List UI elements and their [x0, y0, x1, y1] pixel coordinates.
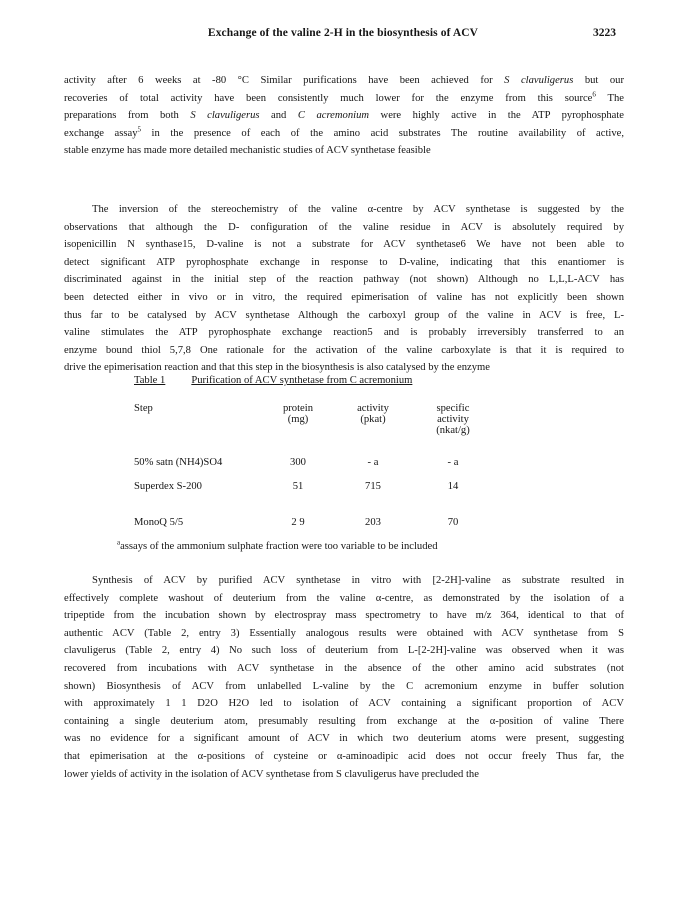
paragraph-2-line: detect significant ATP pyrophosphate exchange in response to D-valine, indicating that this enantiomer is: [64, 256, 624, 268]
paragraph-3-line: authentic ACV (Table 2, entry 3) Essentially analogous results were obtained with ACV synthetase from S: [64, 627, 624, 639]
table-row-specific: - a: [447, 457, 459, 468]
paragraph-3-line: was no evidence for a significant amount of ACV in which two deuterium atoms were present, suggesting: [64, 733, 624, 745]
paragraph-2-line: valine stimulates the ATP pyrophosphate exchange reaction5 and is probably irreversibly transferred to an: [64, 327, 624, 339]
table-header-specific-activity: specific activity (nkat/g): [436, 403, 470, 436]
paragraph-2-line: The inversion of the stereochemistry of the valine α-centre by ACV synthetase is suggested by the: [92, 204, 624, 215]
paragraph-1-line: recoveries of total activity have been consistently much lower for the enzyme from this source$^6$ The: [64, 90, 624, 104]
paragraph-3-line: containing a single deuterium atom, presumably resulting from exchange at the α-position of valine There: [64, 715, 624, 727]
paragraph-3-line: tripeptide from the incubation shown by electrospray mass spectrometry to have m/z 364, identical to that of: [64, 610, 624, 622]
paragraph-2-line: discriminated against in the initial step of the reaction pathway (not shown) Although no L,L,L-ACV has: [64, 274, 624, 286]
paragraph-2-line: drive the epimerisation reaction and that this step in the biosynthesis is also catalysed by the enzyme: [64, 362, 490, 374]
page-number: 3223: [593, 27, 616, 39]
paragraph-1-line: preparations from both S clavuligerus and C acremonium were highly active in the ATP pyrophosphate: [64, 110, 625, 122]
paragraph-3-line: Synthesis of ACV by purified ACV synthetase in vitro with [2-2H]-valine as substrate resulted in: [92, 575, 624, 586]
table-row-protein: 51: [292, 481, 304, 492]
paragraph-3-line: lower yields of activity in the isolation of ACV synthetase from S clavuligerus have precluded the: [64, 768, 479, 780]
paragraph-2-line: been detected either in vivo or in vitro, the required epimerisation of valine has not explicitly been shown: [64, 291, 624, 303]
paragraph-3-line: clavuligerus (Table 2, entry 4) No such loss of deuterium from L-[2-2H]-valine was observed when it was: [64, 645, 624, 657]
paragraph-3-line: effectively complete washout of deuterium from the valine α-centre, as demonstrated by the isolation of a: [64, 592, 624, 604]
table-row-protein: 300: [290, 457, 306, 468]
table-row-step: 50% satn (NH4)SO4: [134, 457, 223, 468]
table-label: Table 1: [134, 375, 166, 386]
paragraph-2-line: observations that although the D- configuration of the valine residue in ACV is absolutely required by: [64, 221, 624, 233]
running-title: Exchange of the valine 2-H in the biosynthesis of ACV: [207, 27, 479, 39]
paragraph-1: [64, 72, 624, 160]
table-header-activity: activity (pkat): [357, 403, 389, 425]
table-footnote: $^a$assays of the ammonium sulphate fraction were too variable to be included: [117, 538, 438, 552]
table-row-specific: 14: [447, 481, 459, 492]
paragraph-1-line: exchange assay$^5$ in the presence of each of the amino acid substrates The routine availability of active,: [64, 125, 624, 139]
paragraph-3: [64, 572, 624, 783]
paragraph-3-line: shown) Biosynthesis of ACV from unlabelled L-valine by the C acremonium enzyme in buffer solution: [64, 680, 624, 692]
paragraph-2-line: enzyme bound thiol 5,7,8 One rationale for the activation of the valine carboxylate is that it is required to: [64, 344, 624, 356]
table-header-step: Step: [134, 403, 153, 414]
paragraph-3-line: that epimerisation at the α-positions of cysteine or α-aminoadipic acid does not occur freely Thus far, the: [64, 750, 624, 762]
table-row-activity: - a: [367, 457, 379, 468]
paragraph-2-line: thus far to be catalysed by ACV synthetase Although the carboxyl group of the valine in ACV is free, L-: [64, 309, 624, 321]
paragraph-1-line: stable enzyme has made more detailed mechanistic studies of ACV synthetase feasible: [64, 145, 431, 157]
table-row-protein: 2 9: [291, 517, 305, 528]
table-row-activity: 715: [365, 481, 381, 492]
paragraph-3-line: recovered from incubations with ACV synthetase in the absence of the other amino acid substrates (not: [64, 662, 624, 674]
table-row-activity: 203: [365, 517, 381, 528]
paragraph-3-line: with approximately 1 1 D2O H2O led to isolation of ACV containing a significant proportion of ACV: [64, 698, 624, 710]
paragraph-2-line: isopenicillin N synthase15, D-valine is not a substrate for ACV synthetase6 We have not been able to: [64, 239, 624, 251]
table-row-specific: 70: [447, 517, 459, 528]
table-header-protein: protein (mg): [282, 403, 313, 425]
table-title: Purification of ACV synthetase from C acremonium: [191, 375, 413, 386]
paragraph-1-line: activity after 6 weeks at -80 °C Similar purifications have been achieved for S clavuligerus but our: [64, 75, 624, 86]
table-row-step: Superdex S-200: [134, 481, 202, 492]
table-caption: [134, 375, 412, 386]
paragraph-2: [64, 201, 624, 377]
table-row-step: MonoQ 5/5: [134, 517, 184, 528]
